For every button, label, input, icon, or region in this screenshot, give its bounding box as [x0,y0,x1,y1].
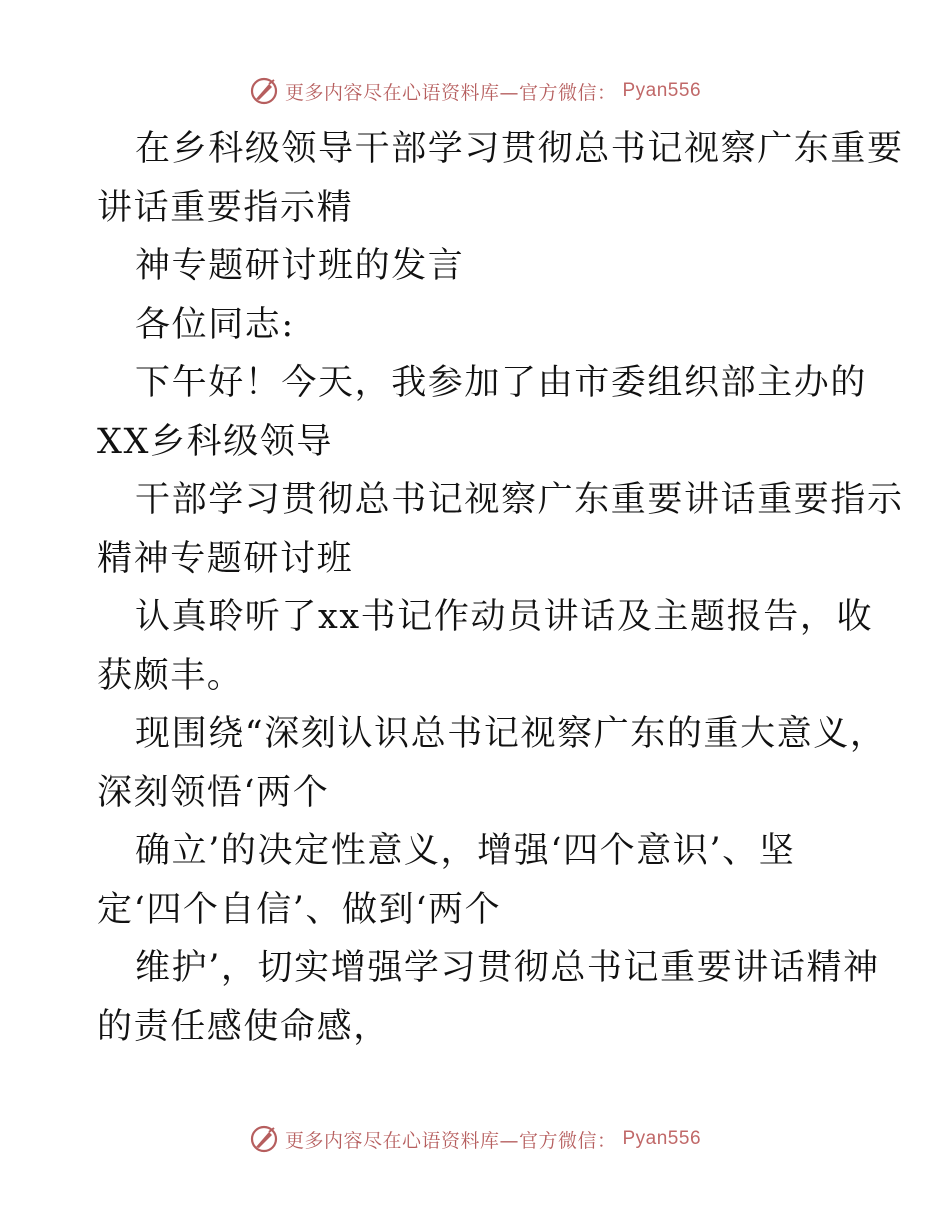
text-line: 现围绕“深刻认识总书记视察广东的重大意义， [135,714,887,754]
text-line: 精神专题研讨班 [97,538,354,579]
footer-watermark [0,1124,950,1154]
text-line: 下午好！今天，我参加了由市委组织部主办的 [135,363,868,403]
watermark-text: 更多内容尽在心语资料库—官方微信： [284,81,617,104]
text-line: 深刻领悟‘两个 [97,772,330,813]
text-line: 的责任感使命感， [97,1006,390,1047]
text-line: 在乡科级领导干部学习贯彻总书记视察广东重要 [135,129,904,169]
text-line: 干部学习贯彻总书记视察广东重要讲话重要指示 [135,480,904,520]
quill-pen-icon [249,76,279,106]
text-line: 确立’的决定性意义，增强‘四个意识’、坚 [135,831,796,871]
quill-pen-icon [249,1124,279,1154]
text-line: 定‘四个自信’、做到‘两个 [97,889,502,930]
watermark-text: 更多内容尽在心语资料库—官方微信： [284,1129,617,1152]
text-line: 认真聆听了xx书记作动员讲话及主题报告，收 [135,597,874,637]
document-body [97,120,904,1056]
text-line: 讲话重要指示精 [97,187,354,228]
text-line: 获颇丰。 [97,655,244,696]
text-line: 维护’，切实增强学习贯彻总书记重要讲话精神 [135,948,880,988]
text-line: 各位同志: [135,304,295,345]
watermark-id: Pyan556 [622,80,702,101]
watermark-id: Pyan556 [622,1128,702,1149]
text-line: XX乡科级领导 [97,421,334,462]
header-watermark [0,76,950,106]
text-line: 神专题研讨班的发言 [135,246,465,286]
